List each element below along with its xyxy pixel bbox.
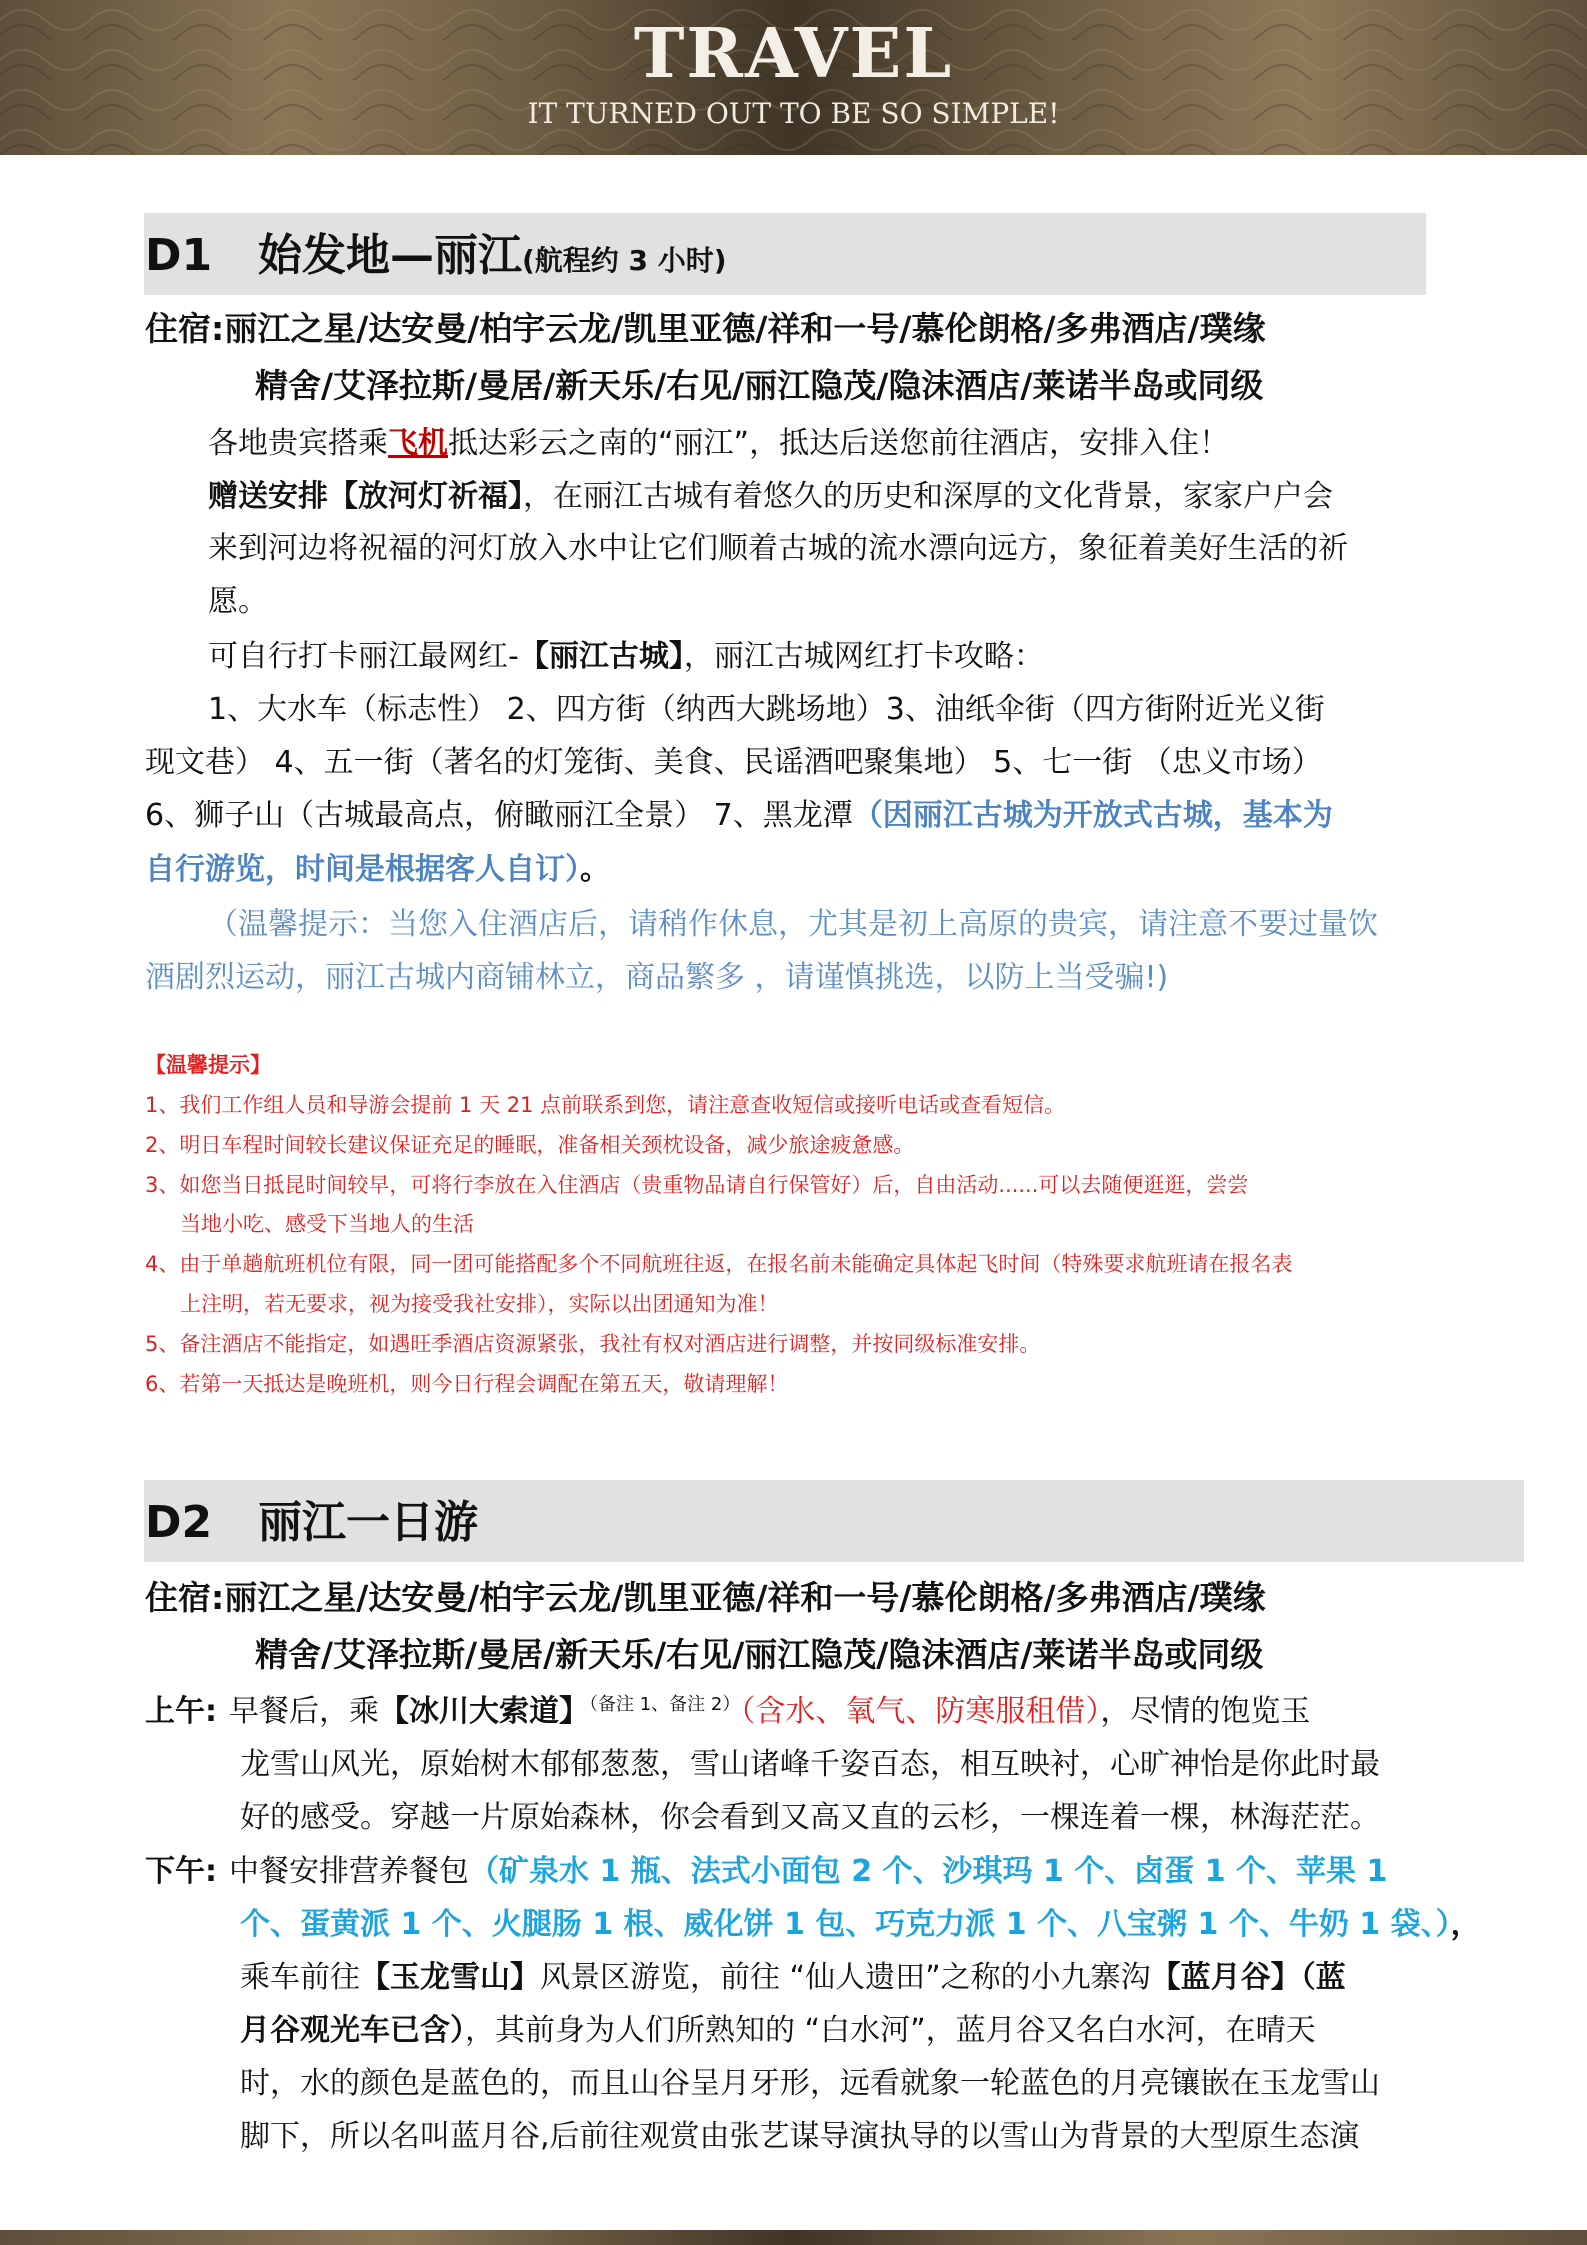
lunch-pack-items-1: （矿泉水 1 瓶、法式小面包 2 个、沙琪玛 1 个、卤蛋 1 个、苹果 1 <box>469 1854 1388 1889</box>
day1-para3 <box>208 637 1044 677</box>
day2-afternoon-line4 <box>240 2011 1316 2051</box>
tip-item-2: 2、明日车程时间较长建议保证充足的睡眠，准备相关颈枕设备，减少旅途疲惫感。 <box>145 1133 915 1157</box>
tip-item-6: 6、若第一天抵达是晚班机，则今日行程会调配在第五天，敬请理解！ <box>145 1372 789 1396</box>
free-tour-note-1: （因丽江古城为开放式古城，基本为 <box>852 798 1333 833</box>
tip-item-3-cont: 当地小吃、感受下当地人的生活 <box>180 1212 474 1236</box>
day2-title: 丽江一日游 <box>258 1497 478 1548</box>
day1-hotel-line2: 精舍/艾泽拉斯/曼居/新天乐/右见/丽江隐茂/隐沫酒店/莱诺半岛或同级 <box>255 366 1264 405</box>
warm-tip-line1: （温馨提示：当您入住酒店后，请稍作休息，尤其是初上高原的贵宾，请注意不要过量饮 <box>208 907 1378 942</box>
day2-afternoon-line1 <box>145 1852 1387 1892</box>
afternoon-l3-pre: 乘车前往 <box>240 1960 360 1995</box>
day1-para1-pre: 各地贵宾搭乘 <box>208 426 388 461</box>
day2-morning-line2: 龙雪山风光，原始树木郁郁葱葱，雪山诸峰千姿百态，相互映衬，心旷神怡是你此时最 <box>240 1747 1380 1782</box>
day1-para3-pre: 可自行打卡丽江最网红- <box>208 639 519 674</box>
day2-afternoon-line5: 时，水的颜色是蓝色的，而且山谷呈月牙形，远看就象一轮蓝色的月亮镶嵌在玉龙雪山 <box>240 2066 1380 2101</box>
afternoon-l3-mid: 风景区游览，前往 “仙人遗田”之称的小九寨沟 <box>540 1960 1151 1995</box>
day1-para2-line1 <box>208 477 1333 517</box>
rental-note: （含水、氧气、防寒服租借） <box>740 1694 1101 1729</box>
day2-code: D2 <box>145 1497 213 1548</box>
tip-item-4: 4、由于单趟航班机位有限，同一团可能搭配多个不同航班往返，在报名前未能确定具体起飞时间（特殊要求航班请在报名表 <box>145 1252 1293 1276</box>
morning-post: ，尽情的饱览玉 <box>1100 1694 1311 1729</box>
day1-title-text: 始发地—丽江 <box>258 230 522 281</box>
afternoon-label: 下午: <box>145 1854 217 1889</box>
blue-moon-valley: 【蓝月谷】（蓝 <box>1150 1960 1346 1995</box>
day1-hotel-label: 住宿: <box>145 309 225 348</box>
day1-code: D1 <box>145 230 213 281</box>
checkin-list-line3 <box>145 796 1333 836</box>
day2-morning-line1 <box>145 1692 1310 1732</box>
lunch-pack-items-2: 个、蛋黄派 1 个、火腿肠 1 根、威化饼 1 包、巧克力派 1 个、八宝粥 1 个、牛奶 1 袋、） <box>240 1907 1451 1942</box>
day1-hotel-line1 <box>145 307 1266 351</box>
day1-para1 <box>208 424 1229 464</box>
day1-para2-rest: ，在丽江古城有着悠久的历史和深厚的文化背景，家家户户会 <box>523 479 1333 514</box>
day1-para3-post: ，丽江古城网红打卡攻略： <box>683 639 1044 674</box>
day1-title <box>258 226 727 291</box>
tip-item-1: 1、我们工作组人员和导游会提前 1 天 21 点前联系到您，请注意查收短信或接听电话或查看短信。 <box>145 1093 1066 1117</box>
day2-hotel-line1 <box>145 1576 1266 1620</box>
morning-label: 上午: <box>145 1694 217 1729</box>
tips-heading: 【温馨提示】 <box>145 1053 271 1077</box>
river-lantern-activity: 赠送安排【放河灯祈福】 <box>208 479 523 514</box>
banner-subtitle: IT TURNED OUT TO BE SO SIMPLE! <box>527 97 1060 130</box>
checkin-list-line3-pre: 6、狮子山（古城最高点，俯瞰丽江全景） 7、黑龙潭 <box>145 798 853 833</box>
day2-hotel-line2: 精舍/艾泽拉斯/曼居/新天乐/右见/丽江隐茂/隐沫酒店/莱诺半岛或同级 <box>255 1635 1264 1674</box>
afternoon-pre: 中餐安排营养餐包 <box>229 1854 469 1889</box>
day2-hotel-list-1: 丽江之星/达安曼/柏宇云龙/凯里亚德/祥和一号/慕伦朗格/多弗酒店/璞缘 <box>224 1578 1266 1617</box>
day1-duration: (航程约 3 小时) <box>522 244 727 277</box>
flight-highlight: 飞机 <box>388 426 448 461</box>
remark-note: （备注 1、备注 2） <box>589 1694 741 1715</box>
lunch-pack-end: ， <box>1450 1907 1481 1942</box>
morning-pre: 早餐后，乘 <box>229 1694 379 1729</box>
afternoon-l4-post: ，其前身为人们所熟知的 “白水河”，蓝月谷又名白水河，在晴天 <box>465 2013 1316 2048</box>
day1-para1-post: 抵达彩云之南的“丽江”，抵达后送您前往酒店，安排入住！ <box>448 426 1230 461</box>
day2-hotel-label: 住宿: <box>145 1578 225 1617</box>
checkin-list-end: 。 <box>580 852 610 887</box>
day2-afternoon-line3 <box>240 1958 1346 1998</box>
day2-afternoon-line6: 脚下，所以名叫蓝月谷,后前往观赏由张艺谋导演执导的以雪山为背景的大型原生态演 <box>240 2119 1360 2154</box>
checkin-list-line1: 1、大水车（标志性） 2、四方街（纳西大跳场地）3、油纸伞街（四方街附近光义街 <box>208 692 1325 727</box>
footer-strip <box>0 2230 1587 2245</box>
glacier-cableway: 【冰川大索道】 <box>379 1694 589 1729</box>
day2-afternoon-line2 <box>240 1905 1481 1945</box>
tip-item-5: 5、备注酒店不能指定，如遇旺季酒店资源紧张，我社有权对酒店进行调整，并按同级标准安排。 <box>145 1332 1041 1356</box>
jade-dragon-snow-mountain: 【玉龙雪山】 <box>360 1960 540 1995</box>
old-town-highlight: 【丽江古城】 <box>518 639 684 674</box>
day1-hotel-list-1: 丽江之星/达安曼/柏宇云龙/凯里亚德/祥和一号/慕伦朗格/多弗酒店/璞缘 <box>224 309 1266 348</box>
tip-item-3: 3、如您当日抵昆时间较早，可将行李放在入住酒店（贵重物品请自行保管好）后，自由活动......可以去随便逛逛，尝尝 <box>145 1173 1249 1197</box>
checkin-list-line4 <box>145 850 610 890</box>
header-banner <box>0 0 1587 155</box>
warm-tip-line2: 酒剧烈运动，丽江古城内商铺林立，商品繁多 ，请谨慎挑选，以防上当受骗!) <box>145 960 1169 995</box>
shuttle-included: 月谷观光车已含） <box>240 2013 465 2048</box>
day1-para2-line2: 来到河边将祝福的河灯放入水中让它们顺着古城的流水漂向远方，象征着美好生活的祈 <box>208 531 1348 566</box>
free-tour-note-2: 自行游览，时间是根据客人自订） <box>145 852 580 887</box>
checkin-list-line2: 现文巷） 4、五一街（著名的灯笼街、美食、民谣酒吧聚集地） 5、七一街 （忠义市场） <box>145 745 1322 780</box>
day1-para2-line3: 愿。 <box>208 584 268 619</box>
day2-morning-line3: 好的感受。穿越一片原始森林，你会看到又高又直的云杉，一棵连着一棵，林海茫茫。 <box>240 1800 1380 1835</box>
tip-item-4-cont: 上注明，若无要求，视为接受我社安排），实际以出团通知为准！ <box>180 1292 779 1316</box>
banner-title: TRAVEL <box>633 14 954 94</box>
